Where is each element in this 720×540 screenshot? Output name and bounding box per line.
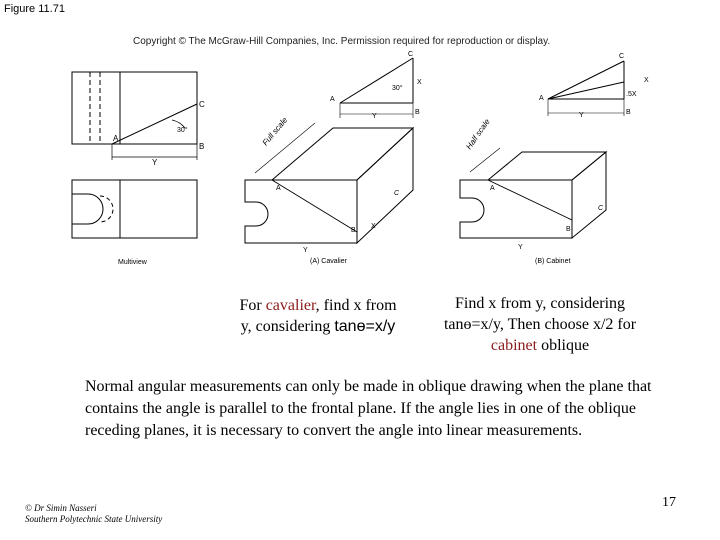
point-label-b: B xyxy=(566,226,571,233)
dimension-label-x: X xyxy=(371,223,376,230)
footer xyxy=(25,503,162,525)
point-label-a: A xyxy=(330,96,335,103)
point-label-a: A xyxy=(490,185,495,192)
point-label-c: C xyxy=(619,53,625,60)
cavalier-label: (A) Cavalier xyxy=(310,258,347,265)
dimension-label-x: X xyxy=(644,77,649,84)
cavalier-highlight: cavalier xyxy=(265,297,316,314)
dimension-label-y: Y xyxy=(152,158,158,167)
cabinet-object xyxy=(460,148,606,238)
point-label-b: B xyxy=(199,142,205,151)
multiview-front-view xyxy=(72,180,197,238)
cabinet-triangle xyxy=(548,61,624,116)
dimension-label-y: Y xyxy=(518,244,523,251)
figure-label: Figure 11.71 xyxy=(4,3,65,15)
full-scale-label: Full scale xyxy=(260,115,290,148)
dimension-label-y: Y xyxy=(372,113,377,120)
point-label-c: C xyxy=(598,205,604,212)
angle-label: 30° xyxy=(392,85,403,92)
tan-formula: tanɵ=x/y xyxy=(334,318,396,335)
cabinet-label: (B) Cabinet xyxy=(535,258,571,265)
half-scale-label: Half scale xyxy=(464,117,492,152)
cabinet-caption: Find x from y, considering tanɵ=x/y, Then choose x/2 for cabinet oblique xyxy=(443,295,637,354)
point-label-c: C xyxy=(199,100,205,109)
cabinet-highlight: cabinet xyxy=(490,337,538,354)
point-label-b: B xyxy=(626,109,631,116)
point-label-b: B xyxy=(415,109,420,116)
point-label-a: A xyxy=(276,185,281,192)
dimension-label-x: X xyxy=(417,79,422,86)
point-label-c: C xyxy=(408,51,414,58)
multiview-top-view xyxy=(72,72,197,160)
body-paragraph: Normal angular measurements can only be made in oblique drawing when the plane that contains the angle is parallel to the frontal plane. If the angle lies in one of the oblique receding planes, it is necessary to convert the angle into linear measurements. xyxy=(85,378,652,439)
page-number: 17 xyxy=(662,495,676,510)
footer-institution: Southern Polytechnic State University xyxy=(25,514,163,524)
dimension-label-y: Y xyxy=(579,112,584,119)
point-label-c: C xyxy=(394,190,400,197)
point-label-a: A xyxy=(113,134,119,143)
cavalier-caption: For cavalier, find x from y, considering tanɵ=x/y xyxy=(239,297,397,335)
point-label-b: B xyxy=(351,227,356,234)
copyright-notice: Copyright © The McGraw-Hill Companies, Inc. Permission required for reproduction or display. xyxy=(133,36,551,47)
multiview-label: Multiview xyxy=(118,259,147,266)
dimension-label-y: Y xyxy=(303,247,308,254)
half-x-label: .5X xyxy=(626,91,637,98)
angle-label: 30° xyxy=(177,127,188,134)
point-label-a: A xyxy=(539,95,544,102)
footer-author: © Dr Simin Nasseri xyxy=(25,503,97,513)
